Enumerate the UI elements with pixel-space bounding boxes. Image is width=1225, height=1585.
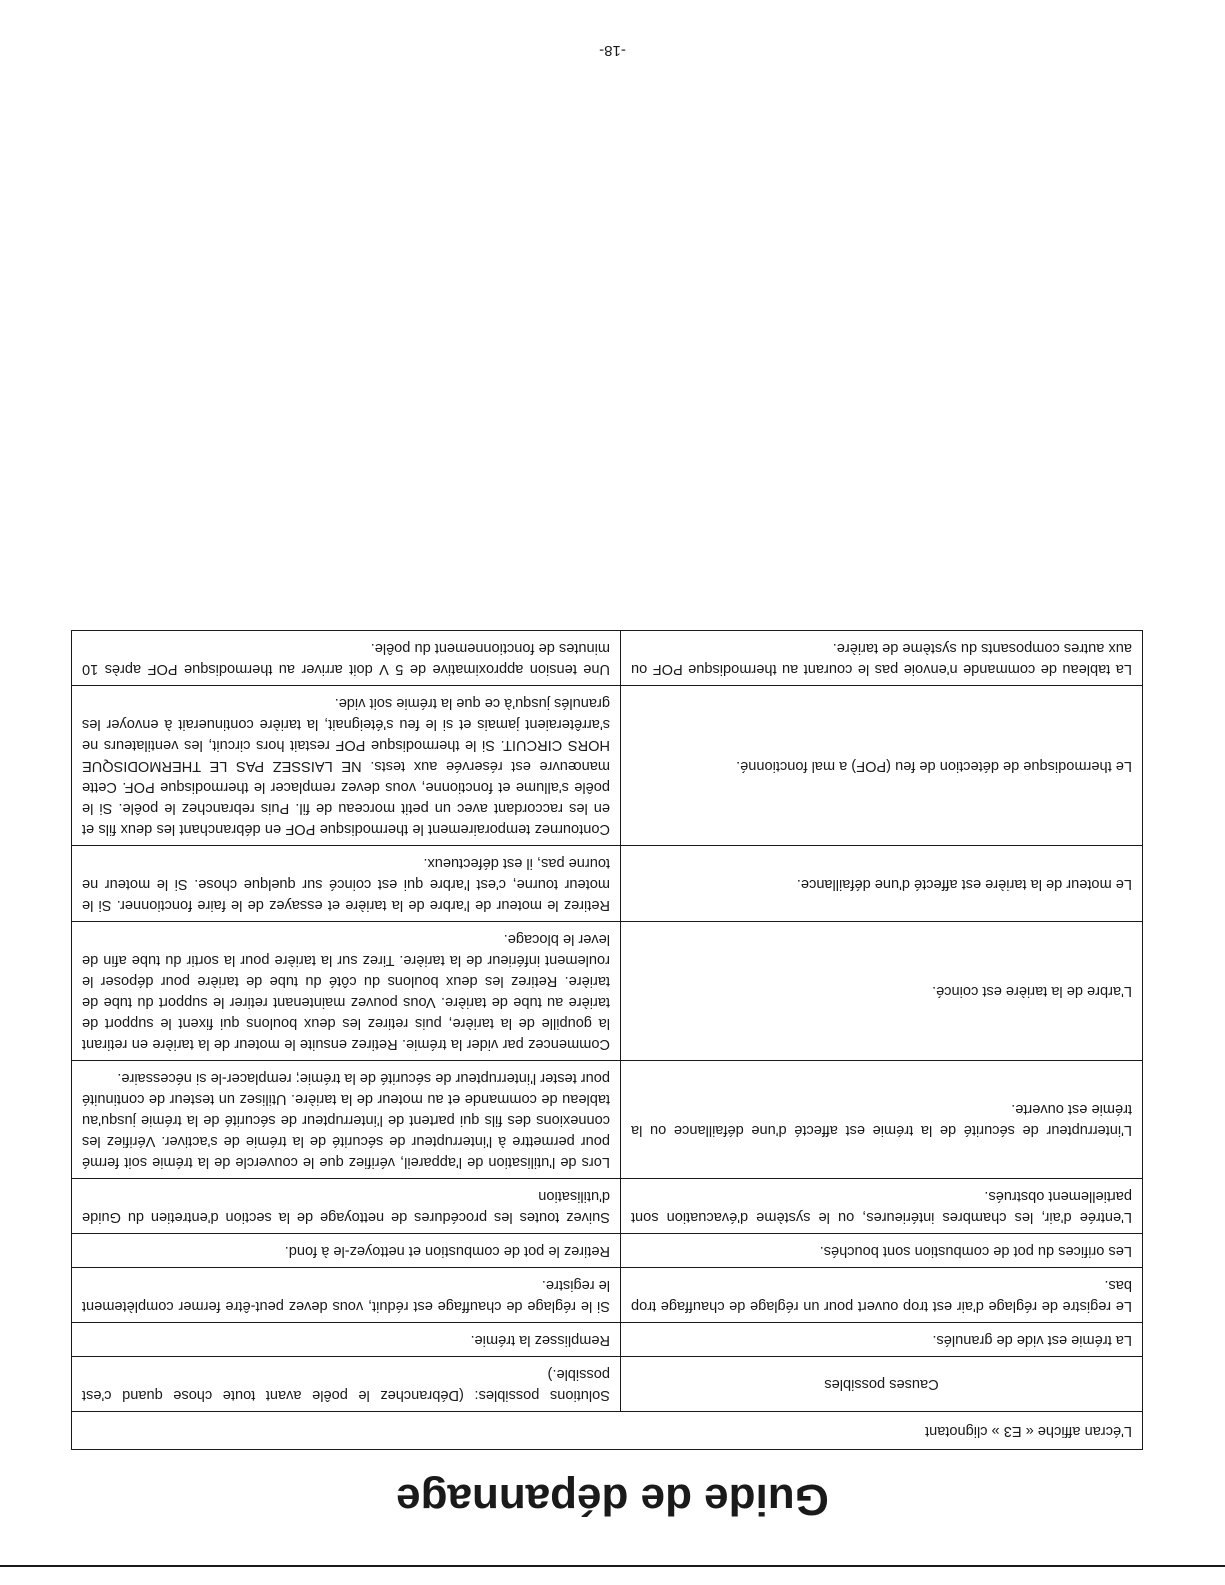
page-number: -18-: [599, 42, 626, 59]
solution-cell: Remplissez la trémie.: [71, 1323, 620, 1357]
page-title: Guide de dépannage: [396, 1475, 829, 1524]
solution-cell: Retirez le moteur de l'arbre de la tarière et essayez de le faire fonctionner. Si le moteur tourne, c'est l'arbre qui est coincé sur quelque chose. Si le moteur ne tourne pas, il est défectueux.: [71, 846, 620, 922]
cause-cell: Les orifices du pot de combustion sont bouchés.: [621, 1234, 1143, 1268]
troubleshooting-table: [71, 630, 1143, 1450]
column-header-solutions: Solutions possibles: (Débranchez le poêle avant toute chose quand c'est possible.): [71, 1357, 620, 1412]
table-row: [71, 846, 1142, 922]
table-heading: L'écran affiche « E3 » clignotant: [71, 1412, 1142, 1450]
cause-cell: L'arbre de la tarière est coincé.: [621, 922, 1143, 1061]
cause-cell: Le registre de réglage d'air est trop ouvert pour un réglage de chauffage trop bas.: [621, 1268, 1143, 1323]
table-row: [71, 631, 1142, 686]
cause-cell: La tableau de commande n'envoie pas le courant au thermodisque POF ou aux autres composants du système de tarière.: [621, 631, 1143, 686]
table-row: [71, 1061, 1142, 1179]
table-row: [71, 1179, 1142, 1234]
table-row: [71, 1323, 1142, 1357]
solution-cell: Si le réglage de chauffage est réduit, vous devez peut-être fermer complètement le registre.: [71, 1268, 620, 1323]
solution-cell: Une tension approximative de 5 V doit arriver au thermodisque POF après 10 minutes de fonctionnement du poêle.: [71, 631, 620, 686]
cause-cell: L'interrupteur de sécurité de la trémie est affecté d'une défaillance ou la trémie est ouverte.: [621, 1061, 1143, 1179]
cause-cell: La trémie est vide de granulés.: [621, 1323, 1143, 1357]
table-heading-row: [71, 1412, 1142, 1450]
cause-cell: Le thermodisque de détection de feu (POF) a mal fonctionné.: [621, 686, 1143, 846]
solution-cell: Contournez temporairement le thermodisque POF en débranchant les deux fils et en les raccordant avec un petit morceau de fil. Puis rebranchez le poêle. Si le poêle s'allume et fonctionne, vous devez remplacer le thermodisque POF. Cette manœuvre est réservée aux tests. NE LAISSEZ PAS LE THERMODISQUE HORS CIRCUIT. Si le thermodisque POF restait hors circuit, les ventilateurs ne s'arrêteraient jamais et si le feu s'éteignait, la tarière continuerait à envoyer les granulés jusqu'à ce que la trémie soit vide.: [71, 686, 620, 846]
table-row: [71, 1234, 1142, 1268]
solution-cell: Retirez le pot de combustion et nettoyez-le à fond.: [71, 1234, 620, 1268]
table-row: [71, 922, 1142, 1061]
column-header-row: [71, 1357, 1142, 1412]
solution-cell: Suivez toutes les procédures de nettoyage de la section d'entretien du Guide d'utilisation: [71, 1179, 620, 1234]
top-rule: [0, 1565, 1225, 1567]
cause-cell: Le moteur de la tarière est affecté d'une défaillance.: [621, 846, 1143, 922]
column-header-causes: Causes possibles: [621, 1357, 1143, 1412]
cause-cell: L'entrée d'air, les chambres intérieures, ou le système d'évacuation sont partiellement obstrués.: [621, 1179, 1143, 1234]
solution-cell: Lors de l'utilisation de l'appareil, vérifiez que le couvercle de la trémie soit fermé pour permettre à l'interrupteur de sécurité de la trémie de s'activer. Vérifiez les connexions des fils qui partent de l'interrupteur de sécurité de la trémie jusqu'au tableau de commande et au moteur de la tarière. Utilisez un testeur de continuité pour tester l'interrupteur de sécurité de la trémie; remplacer-le si nécessaire.: [71, 1061, 620, 1179]
table-row: [71, 686, 1142, 846]
table-row: [71, 1268, 1142, 1323]
solution-cell: Commencez par vider la trémie. Retirez ensuite le moteur de la tarière en retirant la goupille de la tarière, puis retirez les deux boulons qui fixent le support de tarière au tube de tarière. Vous pouvez maintenant retirer le support du tube de tarière. Retirez les deux boulons du côté du tube de tarière pour déposer le roulement inférieur de la tarière. Tirez sur la tarière pour la sortir du tube afin de lever le blocage.: [71, 922, 620, 1061]
